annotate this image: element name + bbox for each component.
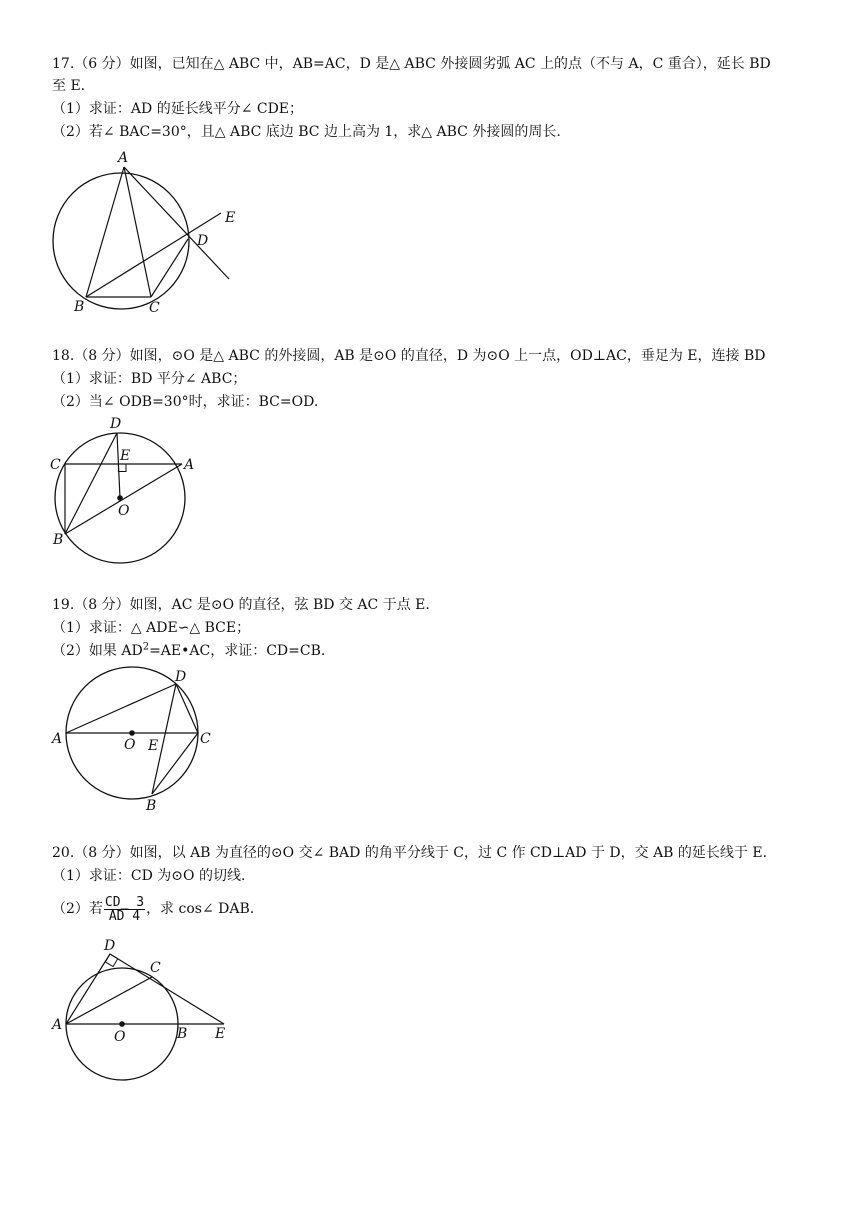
q18-label-b: B [53,532,64,548]
q17-part1: （1）求证：AD 的延长线平分∠ CDE； [52,101,304,117]
q19-part1: （1）求证：△ ADE∽△ BCE； [52,620,251,636]
q20-figure [44,934,234,1084]
q18-figure [44,412,204,554]
q19-stem: 19.（8 分）如图，AC 是⊙O 的直径，弦 BD 交 AC 于点 E. [52,597,430,613]
q19-label-a: A [52,731,63,747]
q20-center-point [119,1021,125,1027]
q17-label-d: D [197,233,209,249]
q18-stem: 18.（8 分）如图，⊙O 是△ ABC 的外接圆，AB 是⊙O 的直径，D 为⊙O 上一点，OD⊥AC，垂足为 E，连接 BD [52,348,766,364]
q19-part2: （2）如果 $AD^2=AE•AC$，求证：CD=CB. [52,641,326,659]
q20-ratio-fraction: $\frac{CD\_ 3}{AD 4}$ [104,894,145,924]
q20-stem: 20.（8 分）如图，以 AB 为直径的⊙O 交∠ BAD 的角平分线于 C，过 C 作 CD⊥AD 于 D，交 AB 的延长线于 E. [52,845,768,861]
q17-label-c: C [149,300,160,316]
q18-part1: （1）求证：BD 平分∠ ABC； [52,371,247,387]
q20-right-angle-mark [105,954,117,967]
q19-label-b: B [146,798,157,814]
q19-center-point [129,730,135,736]
q19-segment-dc [176,684,198,733]
q17-segment-ac [124,167,151,297]
q17-line-ad-extended [124,167,229,279]
q17-circumcircle [53,173,189,309]
q18-label-e: E [120,448,131,464]
q20-line-de [110,954,224,1024]
q20-part2: （2）若 $\frac{CD\_ 3}{AD 4}$ ，求 cos∠ DAB. [52,894,255,924]
q20-label-a: A [52,1017,63,1033]
q19-figure [44,660,224,815]
q17-part2: （2）若∠ BAC=30°，且△ ABC 底边 BC 边上高为 1，求△ ABC 外接圆的周长. [52,124,561,140]
q20-label-o: O [114,1029,126,1045]
q18-label-o: O [118,503,130,519]
q19-label-o: O [124,737,136,753]
q20-label-e: E [215,1026,226,1042]
q19-segment-ad [66,684,176,733]
q17-stem-line1: 17.（6 分）如图，已知在△ ABC 中，AB=AC，D 是△ ABC 外接圆劣弧 AC 上的点（不与 A，C 重合），延长 BD [52,56,771,72]
q18-label-d: D [110,416,122,432]
q17-label-b: B [74,299,85,315]
q18-label-c: C [50,457,61,473]
q19-label-d: D [175,669,187,685]
q20-segment-ac [66,977,152,1024]
q18-label-a: A [184,457,195,473]
q17-label-a: A [118,150,129,166]
q17-label-e: E [225,210,236,226]
q20-label-c: C [150,960,161,976]
q18-part2: （2）当∠ ODB=30°时，求证：BC=OD. [52,394,319,410]
q20-label-b: B [177,1026,188,1042]
q18-right-angle-mark [118,464,126,472]
q19-label-e: E [148,738,159,754]
q20-part1: （1）求证：CD 为⊙O 的切线. [52,868,246,884]
q20-segment-ad [66,954,110,1024]
q19-label-c: C [200,731,211,747]
q17-stem-line2: 至 E. [52,78,86,94]
q20-label-d: D [104,938,116,954]
q18-center-point [117,495,123,501]
q17-figure [44,145,244,320]
